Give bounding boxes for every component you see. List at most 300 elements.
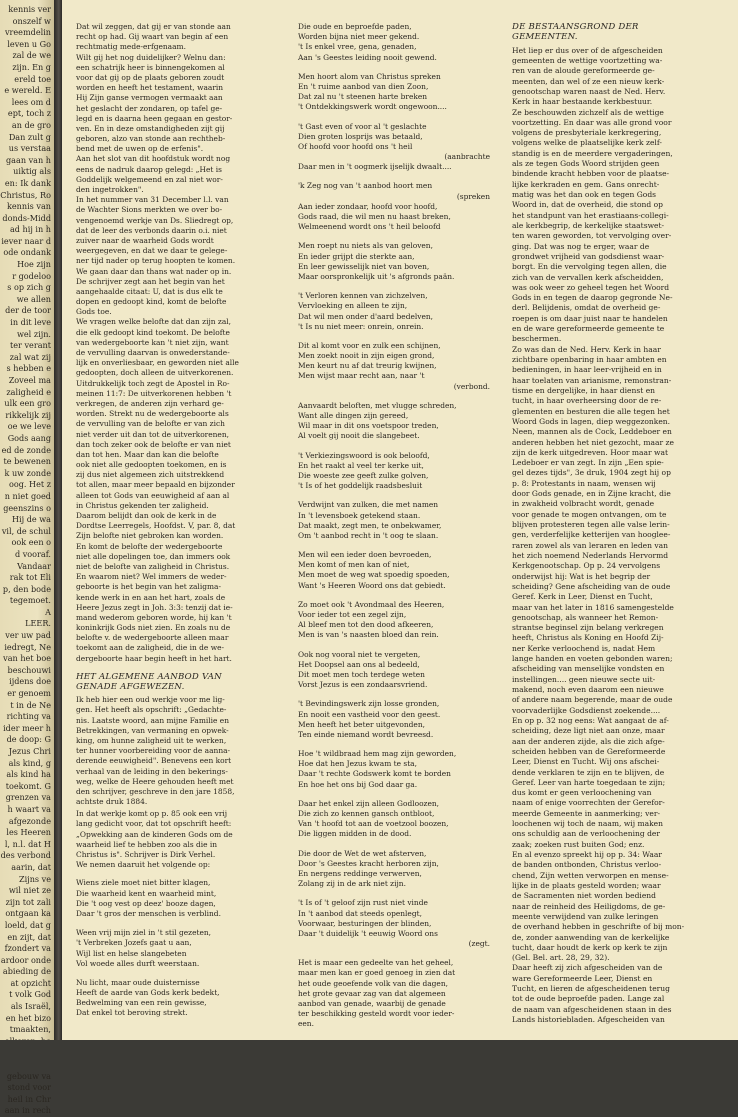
- verse-line: En ieder grijpt die sterkte aan,: [298, 251, 415, 261]
- verse-line: Vervloeking en alleen te zijn,: [298, 301, 408, 311]
- heading-line: GEMEENTEN.: [512, 32, 578, 43]
- verse-line: En hoe het ons bij God daar ga.: [298, 779, 418, 789]
- text-line: ven. En in deze omstandigheden zijt gij: [76, 123, 225, 133]
- strip-line: ode ondank: [3, 247, 51, 258]
- text-line: gel dezes tijds", 3e druk, 1904 zegt hij op: [512, 468, 671, 478]
- text-line: van wedergeboorte kan 't niet zijn, want: [76, 337, 229, 347]
- verse-line: Daar 't rechte Godswerk komt te borden: [298, 769, 451, 779]
- text-line: Gods in en tegen de daarop gegronde Ne-: [512, 293, 673, 303]
- verse-line: Men is van 's naasten bloed dan rein.: [298, 630, 439, 640]
- strip-line: wel zijn.: [16, 328, 51, 339]
- verse-line: Voorwaar, besturingen der blinden,: [298, 918, 432, 928]
- verse-line: Door 's Geestes kracht herboren zijn,: [298, 858, 439, 868]
- text-line: als ze tegen Gods Woord strijden geen: [512, 159, 660, 169]
- verse-line: Dien groten losprijs was betaald,: [298, 131, 423, 141]
- text-line: Het liep er dus over of de afgescheiden: [512, 45, 663, 55]
- verse-line: Aan 's Geestes leiding nooit gewend.: [298, 52, 437, 62]
- verse-line: Men wijst maar recht aan, naar 't: [298, 371, 425, 381]
- strip-line: afgezonde: [8, 815, 51, 826]
- verse-line: Vol woede alles durft weerstaan.: [76, 958, 200, 968]
- strip-line: vreemdelin: [4, 27, 51, 38]
- verse-line: Men wil een ieder doen bevroeden,: [298, 550, 432, 560]
- text-line: ner Kerke verloochend is, nadat Hem: [512, 643, 656, 653]
- verse-line: Die 't oog vest op deez' booze dagen,: [76, 898, 216, 908]
- text-line: We vragen welke belofte dat dan zijn zal,: [76, 317, 232, 327]
- text-line: Daar heeft zij zich afgescheiden van de: [512, 963, 663, 973]
- poem-stanza: [298, 550, 490, 591]
- text-line: maar men kan er goed genoeg in zien dat: [298, 968, 456, 978]
- strip-line: ter verant: [9, 340, 51, 351]
- strip-line: ver uw pad: [5, 630, 51, 641]
- strip-line: kennis van: [6, 201, 51, 212]
- bottom-edge: [0, 1040, 738, 1068]
- text-line: meinen 11:7: De uitverkorenen hebben 't: [76, 388, 232, 398]
- text-line: Geref. Kerk in Leer, Dienst en Tucht,: [512, 592, 653, 602]
- strip-line: te bewenen: [3, 456, 51, 467]
- verse-line: Ook nog vooral niet te vergeten,: [298, 649, 421, 659]
- text-line: Aan het slot van dit hoofdstuk wordt nog: [76, 154, 231, 164]
- verse-line: 't Ontdekkingswerk wordt ongewoon....: [298, 102, 447, 112]
- strip-line: ereld toe: [14, 73, 51, 84]
- text-line: het standpunt van het erastiaans-collegi-: [512, 210, 669, 220]
- text-line: koninkrijk Gods niet zien. En zoals nu de: [76, 623, 231, 633]
- verse-line: Men hoort alom van Christus spreken: [298, 71, 441, 81]
- text-line: tisme en dergelijke, in haar dienst en: [512, 385, 656, 395]
- text-line: Lands historiebladen. Afgescheiden van: [512, 1015, 665, 1024]
- strip-line: t in de Ne: [10, 699, 51, 710]
- verse-line: Ween vrij mijn ziel in 't stil gezeten,: [76, 928, 212, 938]
- verse-line: Om 't aanbod recht in 't oog te slaan.: [298, 530, 439, 540]
- article-paragraph: [512, 345, 712, 716]
- text-line: haar toelaten van arianisme, remonstran-: [512, 375, 672, 385]
- text-line: derende eeuwigheid". Benevens een kort: [76, 756, 232, 766]
- text-line: En waarom niet? Wel immers de weder-: [76, 572, 227, 582]
- text-line: blijven protesteren tegen alle valse lerin-: [512, 520, 670, 529]
- strip-line: als kind ha: [6, 769, 51, 780]
- text-line: Ze beschouwden zichzelf als de wettige: [512, 107, 664, 117]
- text-line: Zijn belofte niet gebroken kan worden.: [76, 531, 224, 541]
- text-line: tucht, in haar overheersing door de re-: [512, 396, 662, 406]
- text-line: tot allen, maar meer bepaald en bijzonder: [76, 480, 235, 490]
- strip-line: vil, de schul: [1, 525, 51, 536]
- strip-line: Gods aang: [7, 432, 51, 443]
- text-line: We gaan daar dan thans wat nader op in.: [76, 266, 232, 276]
- strip-line: h waart va: [7, 803, 51, 814]
- text-line: de overhand hebben in geschrifte of bij mon-: [512, 922, 685, 932]
- verse-line: En leer gewisselijk niet van boven,: [298, 261, 430, 271]
- strip-line: Hoe zijn: [17, 259, 51, 270]
- strip-line: zal de we: [12, 50, 51, 61]
- strip-line: n niet goed: [4, 490, 51, 501]
- strip-line: en zijt, dat: [7, 931, 51, 942]
- page-gutter: [54, 0, 62, 1068]
- poem-stanza: [76, 928, 272, 969]
- poem-stanza: [298, 898, 490, 949]
- text-line: We nemen daaruit het volgende op:: [76, 860, 211, 870]
- poem-stanza: [298, 749, 490, 790]
- text-line: Wilt gij het nog duidelijker? Welnu dan:: [76, 52, 226, 62]
- text-line: chend, Zijn wetten verworpen en mense-: [512, 870, 669, 880]
- strip-line: Jezus Chri: [8, 746, 51, 756]
- text-line: legd en is daarna heen gegaan en gestor-: [76, 113, 233, 123]
- strip-line: uiktig als: [13, 166, 51, 177]
- text-line: worden en heeft het testament, waarin: [76, 83, 224, 93]
- text-line: de Wachter Sions merkten we over bo-: [76, 205, 223, 215]
- strip-line: Vandaar: [17, 560, 51, 571]
- verse-line: 't Is nu niet meer: onrein, onrein.: [298, 321, 424, 331]
- strip-line: grenzen va: [5, 792, 51, 803]
- strip-line: tegemoet.: [9, 595, 51, 606]
- verse-line: Wil maar in dit ons voetspoor treden,: [298, 421, 439, 431]
- text-line: zijn de kerk uitgedreven. Hoor maar wat: [512, 447, 669, 457]
- strip-line: ardoor onde: [0, 954, 51, 965]
- text-line: gemeenten de wettige voortzetting wa-: [512, 55, 663, 65]
- strip-line: heil in Chr: [7, 1093, 51, 1104]
- article-paragraph: [76, 22, 272, 664]
- verse-line: Ten einde niemand wordt bevreesd.: [298, 729, 434, 739]
- text-line: zich van de vervallen kerk afscheidden,: [512, 272, 664, 282]
- strip-line: r godeloo: [12, 270, 51, 281]
- strip-line: gaan van h: [5, 154, 51, 165]
- verse-line: Hoe 't wildbraad hem mag zijn geworden,: [298, 749, 457, 759]
- text-line: de naam van afgescheidenen staan in des: [512, 1004, 672, 1014]
- text-line: Kerkgenootschap. Op p. 24 vervolgens: [512, 561, 661, 571]
- verse-line: Wijl list en helse slangebeten: [76, 948, 187, 958]
- verse-line: Dat maakt, zegt men, te onbekwamer,: [298, 520, 442, 530]
- text-line: En op p. 32 nog eens: Wat aangaat de af-: [512, 715, 669, 725]
- text-line: tucht, daar houdt de kerk op kerk te zijn: [512, 942, 668, 952]
- verse-line: Daar 't gros der menschen is verblind.: [76, 908, 221, 918]
- heading-line: HET ALGEMENE AANBOD VAN: [76, 671, 222, 682]
- text-line: (Gel. Bel. art. 28, 29, 32).: [512, 953, 610, 963]
- text-line: matig was het dan ook en tegen Gods: [512, 190, 657, 199]
- verse-line: Daar het enkel zijn alleen Godloozen,: [298, 798, 440, 808]
- text-line: aanbod van genade, waarbij de genade: [298, 999, 446, 1008]
- text-line: Kerk in haar bestaande kerkbestuur.: [512, 97, 653, 107]
- verse-line: Dit moet men toch terdege weten: [298, 669, 425, 679]
- text-line: niet verder uit dan tot de uitverkorenen,: [76, 429, 229, 439]
- verse-line: Maar oorspronkelijk uit 's afgronds paän.: [298, 271, 455, 281]
- verse-line: Die oude en beproefde paden,: [298, 22, 412, 31]
- text-line: derl. Belijdenis, omdat de overheid ge-: [512, 303, 661, 313]
- left-page-text: [0, 4, 51, 1117]
- text-line: volgens de presbyteriale kerkregering,: [512, 128, 662, 138]
- text-line: door Gods genade, en in Zijne kracht, die: [512, 489, 671, 499]
- strip-line: Zoveel ma: [8, 375, 51, 385]
- strip-line: an de gro: [11, 119, 51, 130]
- text-line: Neen, mannen als de Cock, Leddeboer en: [512, 427, 672, 437]
- verse-line: En 't ruime aanbod van dien Zoon,: [298, 81, 429, 91]
- verse-line: 't Verbreken Jozefs gaat u aan,: [76, 938, 192, 948]
- verse-line: Want alle dingen zijn gereed,: [298, 411, 409, 420]
- text-line: en de ware gereformeerde gemeente te: [512, 324, 665, 334]
- strip-line: ed de zonde: [1, 444, 51, 455]
- column-2: [298, 22, 490, 1030]
- strip-line: oe we leve: [7, 421, 51, 432]
- text-line: Het is maar een gedeelte van het geheel,: [298, 958, 454, 968]
- strip-line: k uw zonde: [4, 467, 51, 478]
- text-line: het zich noemend Nederlands Hervormd: [512, 550, 669, 560]
- heading-line: DE BESTAANSGROND DER: [512, 22, 639, 32]
- poem-stanza: [76, 978, 272, 1019]
- verse-line: Vorst Jezus is een zondaarsvriend.: [298, 680, 428, 690]
- text-line: voor genade te mogen ontvangen, om te: [512, 509, 667, 519]
- article-paragraph: [298, 958, 490, 1029]
- strip-line: ept, toch z: [7, 108, 51, 119]
- text-line: strantse beginsel zijn belang verkregen: [512, 623, 664, 633]
- strip-line: rak tot Eli: [9, 572, 51, 583]
- strip-line: p, den bode: [2, 583, 51, 594]
- strip-line: en: Ik dank: [4, 177, 51, 188]
- text-line: de vervulling van de belofte er van zich: [76, 419, 225, 429]
- text-line: glementen en besturen die alle tegen het: [512, 406, 670, 416]
- text-line: Zo was dan de Ned. Herv. Kerk in haar: [512, 344, 661, 354]
- strip-line: leven u Go: [7, 38, 51, 49]
- verse-line: Heeft de aarde van Gods kerk bedekt,: [76, 988, 220, 998]
- text-line: meente verwijdend van zulke leringen: [512, 911, 659, 921]
- poem-stanza: [298, 500, 490, 541]
- strip-line: zijn. En g: [12, 61, 51, 72]
- text-line: dende verklaren te zijn en te blijven, de: [512, 767, 665, 777]
- text-line: belofte v. de wedergeboorte alleen maar: [76, 633, 229, 643]
- verse-line: Voor ieder tot een zegel zijn,: [298, 610, 407, 619]
- text-line: vengenoemd werkje van Ds. Sliedregt op,: [76, 215, 234, 225]
- text-line: dan tot hen. Maar dan kan die belofte: [76, 449, 219, 459]
- verse-line: Daar men in 't oogmerk ijselijk dwaalt....: [298, 162, 452, 172]
- text-line: weergegeven, en dat we daar te gelege-: [76, 246, 228, 256]
- text-line: ware Gereformeerde Leer, Dienst en: [512, 973, 653, 983]
- poem-stanza: [298, 650, 490, 691]
- poem-stanza: [298, 291, 490, 332]
- strip-line: A: [45, 606, 51, 617]
- poem-stanza: [298, 241, 490, 282]
- verse-line: Worden bijna niet meer gekend.: [298, 32, 420, 42]
- strip-line: richting va: [6, 711, 51, 722]
- verse-line: Dat enkel tot beroving strekt.: [76, 1008, 188, 1018]
- text-line: Geref. Leer van harte toegedaan te zijn;: [512, 777, 666, 787]
- verse-line: In 't aanbod dat steeds openlegt,: [298, 908, 422, 918]
- text-line: loochenen wij toch de naam, wij maken: [512, 819, 663, 829]
- strip-line: der de toor: [5, 305, 51, 316]
- text-line: voor dat gij op de plaats geboren zoudt: [76, 72, 225, 82]
- verse-line: Het Doopsel aan ons al bedeeld,: [298, 659, 420, 669]
- text-line: lijke kerkraden en gem. Gans onrecht-: [512, 179, 660, 189]
- strip-line: s op zich g: [7, 282, 51, 293]
- column-1: [76, 22, 272, 1028]
- text-line: beschermen.: [512, 334, 562, 344]
- strip-line: Dan zult g: [8, 131, 51, 142]
- verse-line: 't Is of 't geloof zijn rust niet vinde: [298, 898, 428, 908]
- poem-stanza: [76, 878, 272, 919]
- article-paragraph: [512, 46, 712, 345]
- strip-line: iedregt, Ne: [4, 641, 51, 652]
- text-line: Daarom belijdt dan ook de kerk in de: [76, 511, 217, 520]
- strip-line: als Israël,: [10, 1001, 51, 1012]
- verse-line: Daar 't duidelijk 't eeuwig Woord ons: [298, 928, 438, 938]
- text-line: Tucht, en lieren de afgescheidenen terug: [512, 984, 670, 994]
- verse-line: 't Is enkel vree, gena, genaden,: [298, 42, 417, 52]
- strip-line: tmaakten,: [9, 1024, 51, 1035]
- text-line: En al evenzo spreekt hij op p. 34: Waar: [512, 850, 662, 859]
- verse-line: Zolang zij in de ark niet zijn.: [298, 879, 406, 889]
- text-line: ren van de aloude gereformeerde ge-: [512, 66, 655, 76]
- text-line: gen. Het heeft als opschrift: „Gedachte-: [76, 705, 227, 715]
- verse-line: 't Verloren kennen van zichzelven,: [298, 291, 428, 301]
- text-line: verkregen, de anderen zijn verhard ge-: [76, 398, 224, 408]
- verse-line: Verdwijnt van zulken, die met namen: [298, 500, 439, 510]
- section-heading-bestaansgrond: [512, 22, 712, 43]
- text-line: gen, verderfelijke ketterijen van hooglee-: [512, 530, 671, 540]
- text-line: zichtbare openbaring in haar ambten en: [512, 355, 667, 364]
- text-line: De schrijver zegt aan het begin van het: [76, 276, 225, 286]
- text-line: scheiden hebben van de Gereformeerde: [512, 746, 666, 756]
- strip-line: loeld, dat g: [4, 919, 51, 930]
- text-line: zuiver naar de waarheid Gods wordt: [76, 235, 214, 245]
- text-line: nis. Laatste woord, aan mijne Familie en: [76, 715, 229, 725]
- verse-continuation: (verbond.: [453, 381, 490, 391]
- strip-line: fzondert va: [4, 943, 51, 954]
- text-line: Dordtse Leerregels, Hoofdst. V, par. 8, dat: [76, 521, 236, 531]
- text-line: ook niet alle gedoopten toekomen, en is: [76, 460, 227, 470]
- text-line: geboorte is het begin van het zaligma-: [76, 582, 221, 592]
- strip-line: zijn tot zali: [5, 896, 51, 907]
- verse-line: Men zoekt nooit in zijn eigen grond,: [298, 351, 435, 361]
- text-line: of andere naam begerende, maar de oude: [512, 695, 673, 705]
- text-line: ter hunner voorbereiding voor de aanna-: [76, 746, 231, 756]
- verse-line: Want 's Heeren Woord ons dat gebiedt.: [298, 580, 446, 590]
- strip-line: donds-Midd: [2, 212, 51, 223]
- text-line: naar de reinheid des Heiligdoms, de ge-: [512, 901, 666, 911]
- text-line: tot de oude beproefde paden. Lange zal: [512, 994, 665, 1004]
- text-line: die elk gedoopt kind toekomt. De belofte: [76, 327, 230, 337]
- poem-stanza: [298, 799, 490, 840]
- text-line: raren zowel als van leraren en leden van: [512, 540, 669, 550]
- text-line: zij dus niet algemeen zich uitstrekkend: [76, 470, 225, 480]
- text-line: roepen is om daar juist naar te handelen: [512, 313, 668, 323]
- strip-line: er genoem: [7, 688, 51, 699]
- strip-line: beschouwi: [7, 664, 51, 675]
- text-line: Woord Gods in lagen, diep weggezonken.: [512, 416, 671, 426]
- verse-line: Welmeenend wordt ons 't heil beloofd: [298, 222, 441, 232]
- verse-line: Al voelt gij nooit die slangebeet.: [298, 431, 420, 441]
- text-line: ner tijd nader op terug hoopten te komen.: [76, 256, 236, 266]
- strip-line: en het bizo: [5, 1012, 51, 1023]
- text-line: rechtmatig mede-erfgenaam.: [76, 42, 186, 52]
- verse-line: En nooit een vastheid voor den geest.: [298, 709, 441, 719]
- verse-line: Men roept nu niets als van geloven,: [298, 241, 433, 251]
- text-line: een.: [298, 1019, 314, 1029]
- strip-line: s hebben e: [6, 363, 51, 374]
- text-line: voorvaderlijke Godsdienst zoekende....: [512, 705, 661, 715]
- verse-line: Van 't hoofd tot aan de voetzool boozen,: [298, 819, 449, 829]
- poem-stanza: [298, 341, 490, 392]
- text-line: dergeboorte haar begin heeft in het hart.: [76, 653, 232, 663]
- text-line: meenten, dan wel of ze een nieuw kerk-: [512, 76, 665, 86]
- text-line: een schatrijk heer is binnengekomen al: [76, 62, 225, 72]
- strip-line: wil niet ze: [8, 885, 51, 896]
- text-line: gedoopten, doch alleen de uitverkorenen.: [76, 368, 234, 378]
- strip-line: iever naar d: [1, 235, 51, 246]
- text-line: de, zonder aanwending van de kerkelijke: [512, 932, 670, 942]
- verse-line: Men heeft het beter uitgevonden,: [298, 719, 425, 729]
- text-line: de Sacramenten niet worden bediend: [512, 891, 656, 901]
- verse-line: 't Bevindingswerk zijn losse gronden,: [298, 699, 440, 709]
- verse-line: Die zich zo kennen gansch ontbloot,: [298, 809, 435, 818]
- text-line: dopen en gedoopt kind, komt de belofte: [76, 297, 227, 307]
- article-paragraph: [76, 809, 272, 870]
- text-line: lijke in de plaats gesteld worden; waar: [512, 880, 661, 890]
- text-line: Ledeboer er van zegt. In zijn „Een spie-: [512, 458, 664, 468]
- verse-line: Die door de Wet de wet afsterven,: [298, 848, 427, 858]
- text-line: afscheiding van menselijke vondsten en: [512, 664, 665, 674]
- text-line: aangehaalde citaat: U, dat is dus elk te: [76, 286, 223, 296]
- strip-line: toekomt. G: [5, 780, 51, 791]
- strip-line: Zijns ve: [18, 873, 51, 884]
- strip-line: l, n.l. dat H: [4, 838, 51, 849]
- text-line: ale kerkbegrip, de kerkelijke staatswet-: [512, 220, 665, 230]
- text-line: Hij Zijn ganse vermogen vermaakt aan: [76, 93, 223, 103]
- text-line: de vervulling daarvan is onwederstande-: [76, 348, 230, 357]
- text-line: dus komt er geen verloochening van: [512, 788, 652, 798]
- text-line: worden. Strekt nu de wedergeboorte als: [76, 409, 229, 419]
- verse-line: 't Is of het goddelijk raadsbesluit: [298, 481, 423, 491]
- text-line: Gods toe.: [76, 307, 112, 317]
- strip-line: ijdens doe: [9, 676, 51, 687]
- strip-line: van het boe: [3, 653, 51, 664]
- text-line: voortzetting. En daar was alle grond voor: [512, 117, 672, 127]
- text-line: eens de nadruk daarop gelegd: „Het is: [76, 164, 222, 174]
- text-line: Leer, Dienst en Tucht. Wij ons afschei-: [512, 757, 660, 767]
- poem-stanza: [298, 202, 490, 233]
- text-line: recht op had. Gij waart van begin af een: [76, 32, 229, 42]
- strip-line: oog. Het z: [8, 479, 51, 490]
- text-line: waarheid lief te hebben zoo als die in: [76, 839, 218, 849]
- strip-line: les Heeren: [6, 827, 51, 838]
- text-line: ten waren geworden, tot vervolging over-: [512, 231, 672, 241]
- text-line: in zwakheid volbracht wordt, genade: [512, 499, 655, 509]
- strip-line: abieding de: [2, 966, 51, 977]
- section-heading-aanbod: [76, 672, 272, 692]
- text-line: genootschap, als wanneer het Remon-: [512, 612, 659, 622]
- verse-line: Al bleef men tot den dood afkeeren,: [298, 620, 434, 630]
- strip-line: Hij de wa: [11, 514, 51, 525]
- text-line: Dat wil zeggen, dat gij er van stonde aan: [76, 22, 231, 31]
- verse-line: Aan ieder zondaar, hoofd voor hoofd,: [298, 201, 438, 211]
- text-line: borgt. En die vervolging tegen allen, die: [512, 262, 667, 272]
- verse-line: In 't levensboek getekend staan.: [298, 510, 421, 520]
- text-line: het geslacht der zondaren, op tafel ge-: [76, 103, 223, 113]
- strip-line: us verstaa: [8, 143, 51, 154]
- text-line: genootschap waren naast de Ned. Herv.: [512, 86, 666, 96]
- poem-stanza: [298, 699, 490, 740]
- verse-line: Men komt of men kan of niet,: [298, 560, 410, 570]
- text-line: volgens welke de plaatselijke kerk zelf-: [512, 138, 662, 148]
- verse-line: 't Gast even of voor al 't geslachte: [298, 121, 427, 131]
- text-line: instellingen.... geen nieuwe secte uit-: [512, 674, 656, 684]
- text-line: alleen tot Gods van eeuwigheid af aan al: [76, 490, 230, 500]
- poem-stanza: [298, 401, 490, 442]
- text-line: In het nummer van 31 December l.l. van: [76, 195, 229, 205]
- text-line: geboren, alzo van stonde aan rechtheb-: [76, 134, 226, 144]
- text-line: bend met de uwen op de erfenis".: [76, 144, 204, 154]
- strip-line: de doop: G: [6, 734, 51, 745]
- text-line: scheiding? Gene afscheiding van de oude: [512, 581, 671, 591]
- verse-line: Men keurt nu af dat treurig kwijnen,: [298, 361, 437, 371]
- verse-line: Bedwelming van een rein gewisse,: [76, 998, 207, 1008]
- verse-line: Gods raad, die wil men nu haast breken,: [298, 212, 451, 221]
- strip-line: ook een o: [11, 537, 51, 548]
- verse-line: Men moet de weg wat spoedig spoeden,: [298, 570, 450, 580]
